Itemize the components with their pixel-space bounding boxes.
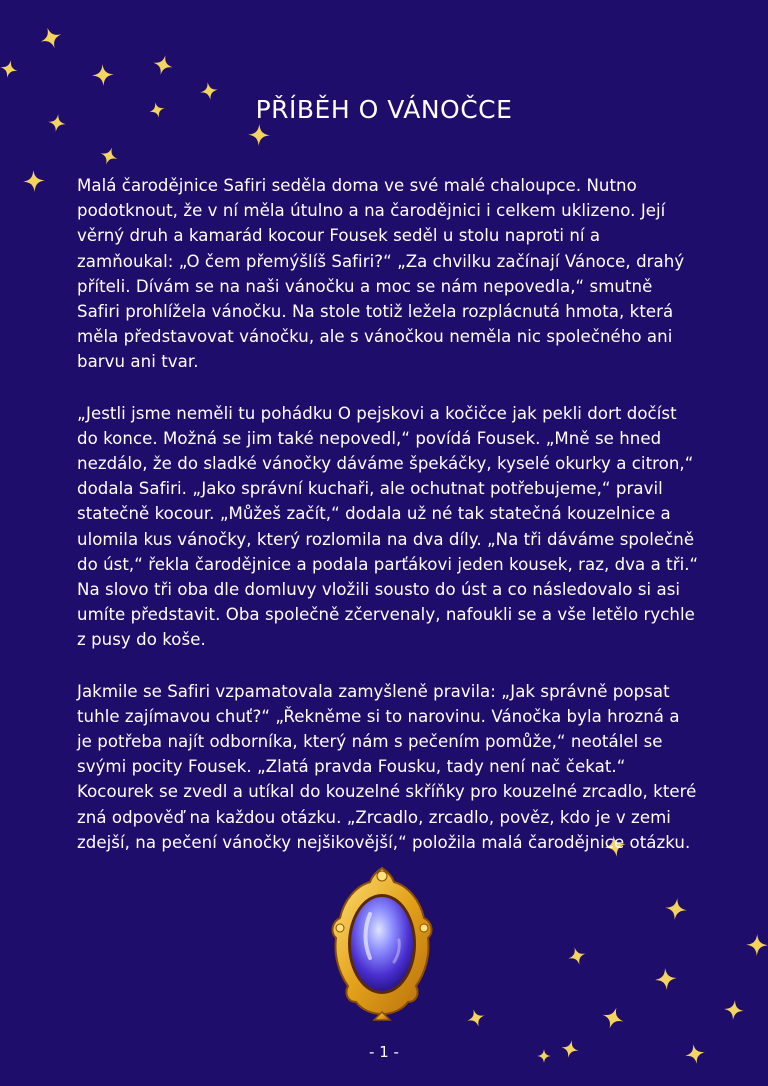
star-icon <box>37 24 65 52</box>
star-icon <box>654 967 678 991</box>
star-icon <box>0 58 20 80</box>
story-text <box>77 173 699 881</box>
star-icon <box>465 1007 487 1029</box>
star-icon <box>566 945 588 967</box>
page-number: - 1 - <box>369 1043 399 1061</box>
star-icon <box>151 53 175 77</box>
star-icon <box>599 1004 627 1032</box>
story-paragraph: Malá čarodějnice Safiri seděla doma ve své malé chaloupce. Nutno podotknout, že v ní měla útulno a na čarodějnici i celkem uklizeno. Její věrný druh a kamarád kocour Fousek seděl u stolu naproti ní a zamňoukal: „O čem přemýšlíš Safiri?“ „Za chvilku začínají Vánoce, drahý příteli. Dívám se na naši vánočku a moc se nám nepovedla,“ smutně Safiri prohlížela vánočku. Na stole totiž ležela rozplácnutá hmota, která měla představovat vánočku, ale s vánočkou neměla nic společného ani barvu ani tvar. <box>77 176 685 372</box>
star-icon <box>248 124 271 147</box>
page-title: PŘÍBĚH O VÁNOČCE <box>255 94 513 124</box>
star-icon <box>98 145 121 168</box>
star-icon <box>723 999 745 1021</box>
star-icon <box>664 897 689 922</box>
story-paragraph: „Jestli jsme neměli tu pohádku O pejskovi a kočičce jak pekli dort dočíst do konce. Možná se jim také nepovedl,“ povídá Fousek. „Mně se hned nezdálo, že do sladké vánočky dáváme špekáčky, kyselé okurky a citron,“ dodala Safiri. „Jako správní kuchaři, ale ochutnat potřebujeme,“ pravil statečně kocour. „Můžeš začít,“ dodala už né tak statečná kouzelnice a ulomila kus vánočky, který rozlomila na dva díly. „Na tři dáváme společně do úst,“ řekla čarodějnice a podala parťákovi jeden kousek, raz, dva a tři.“ Na slovo tři oba dle domluvy vložili sousto do úst a co následovalo si asi umíte představit. Oba společně zčervenaly, nafoukli se a vše letělo rychle z pusy do koše. <box>77 403 699 650</box>
star-icon <box>22 169 45 192</box>
star-icon <box>746 934 768 956</box>
magic-mirror-icon <box>326 862 438 1022</box>
story-paragraph: Jakmile se Safiri vzpamatovala zamyšleně pravila: „Jak správně popsat tuhle zajímavou chuť?“ „Řekněme si to narovinu. Vánočka byla hrozná a je potřeba najít odborníka, který nám s pečením pomůže,“ neotálel se svými pocity Fousek. „Zlatá pravda Fousku, tady není nač čekat.“ Kocourek se zvedl a utíkal do kouzelné skříňky pro kouzelné zrcadlo, které zná odpověď na každou otázku. „Zrcadlo, zrcadlo, pověz, kdo je v zemi zdejší, na pečení vánočky nejšikovější,“ položila malá čarodějnice otázku. <box>77 681 697 852</box>
star-icon <box>91 63 114 86</box>
